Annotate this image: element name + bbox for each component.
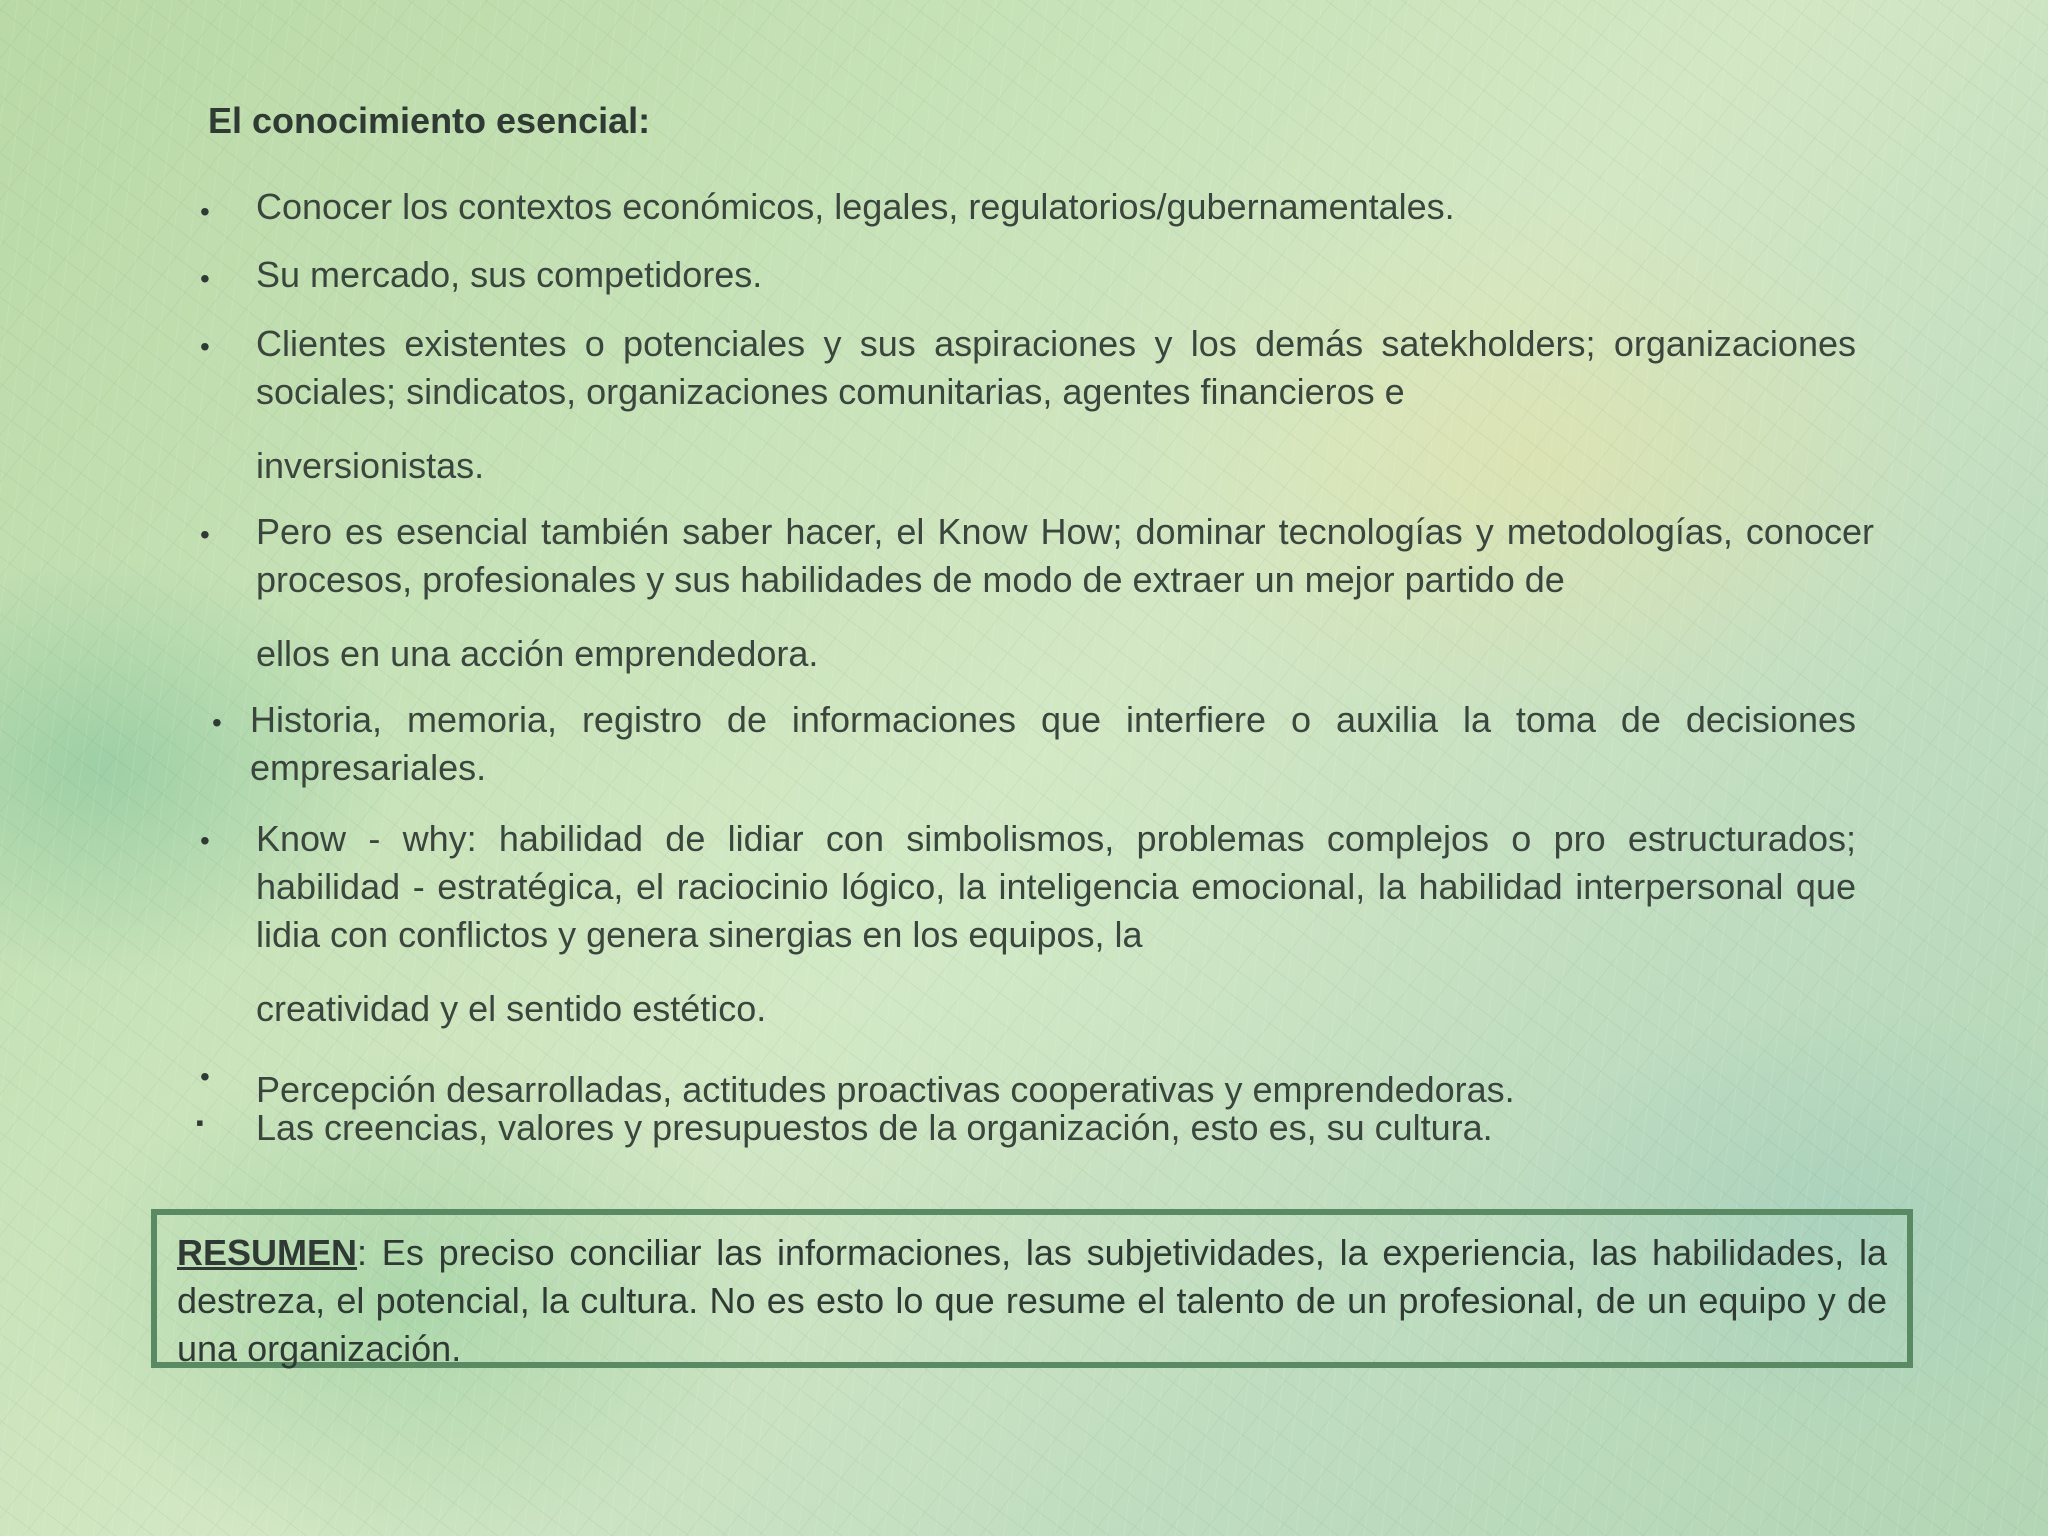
bullet-text: Percepción desarrolladas, actitudes proactivas cooperativas y emprendedoras. [256,1069,1515,1110]
bullet-text [256,320,1856,490]
summary-text [177,1229,1887,1373]
bullet-text-last-line: ellos en una acción emprendedora. [256,633,819,674]
bullet-text: Historia, memoria, registro de informaciones que interfiere o auxilia la toma de decisiones empresariales. [250,699,1856,788]
bullet-text: Su mercado, sus competidores. [256,254,763,295]
bullet-text: Las creencias, valores y presupuestos de la organización, esto es, su cultura. [256,1107,1493,1148]
bullet-marker: • [200,825,210,856]
bullet-marker: • [200,331,210,362]
summary-body: : Es preciso conciliar las informaciones, las subjetividades, la experiencia, las habilidades, la destreza, el potencial, la cultura. No es esto lo que resume el talento de un profesional, de un equipo y de una organización. [177,1232,1887,1369]
bullet-text-last-line: inversionistas. [256,445,485,486]
bullet-marker: • [200,263,210,294]
slide-heading: El conocimiento esencial: [208,100,651,141]
bullet-marker: ▪ [196,1110,204,1135]
bullet-marker: • [200,519,210,550]
bullet-marker: • [212,707,222,738]
bullet-text-body: Pero es esencial también saber hacer, el Know How; dominar tecnologías y metodologías, conocer procesos, profesionales y sus habilidades de modo de extraer un mejor partido de [256,511,1874,600]
bullet-marker: • [200,1061,210,1092]
summary-box [151,1209,1913,1368]
bullet-text [256,508,1874,678]
bullet-text: Conocer los contextos económicos, legales, regulatorios/gubernamentales. [256,186,1455,227]
bullet-text-last-line: creatividad y el sentido estético. [256,988,767,1029]
summary-label: RESUMEN [177,1232,358,1273]
bullet-text-body: Know - why: habilidad de lidiar con simbolismos, problemas complejos o pro estructurados; habilidad - estratégica, el raciocinio lógico, la inteligencia emocional, la habilidad interpersonal que lidia con conflictos y genera sinergias en los equipos, la [256,818,1856,955]
bullet-marker: • [200,196,210,227]
bullet-text [256,815,1856,1033]
bullet-text-body: Clientes existentes o potenciales y sus aspiraciones y los demás satekholders; organizaciones sociales; sindicatos, organizaciones comunitarias, agentes financieros e [256,323,1856,412]
